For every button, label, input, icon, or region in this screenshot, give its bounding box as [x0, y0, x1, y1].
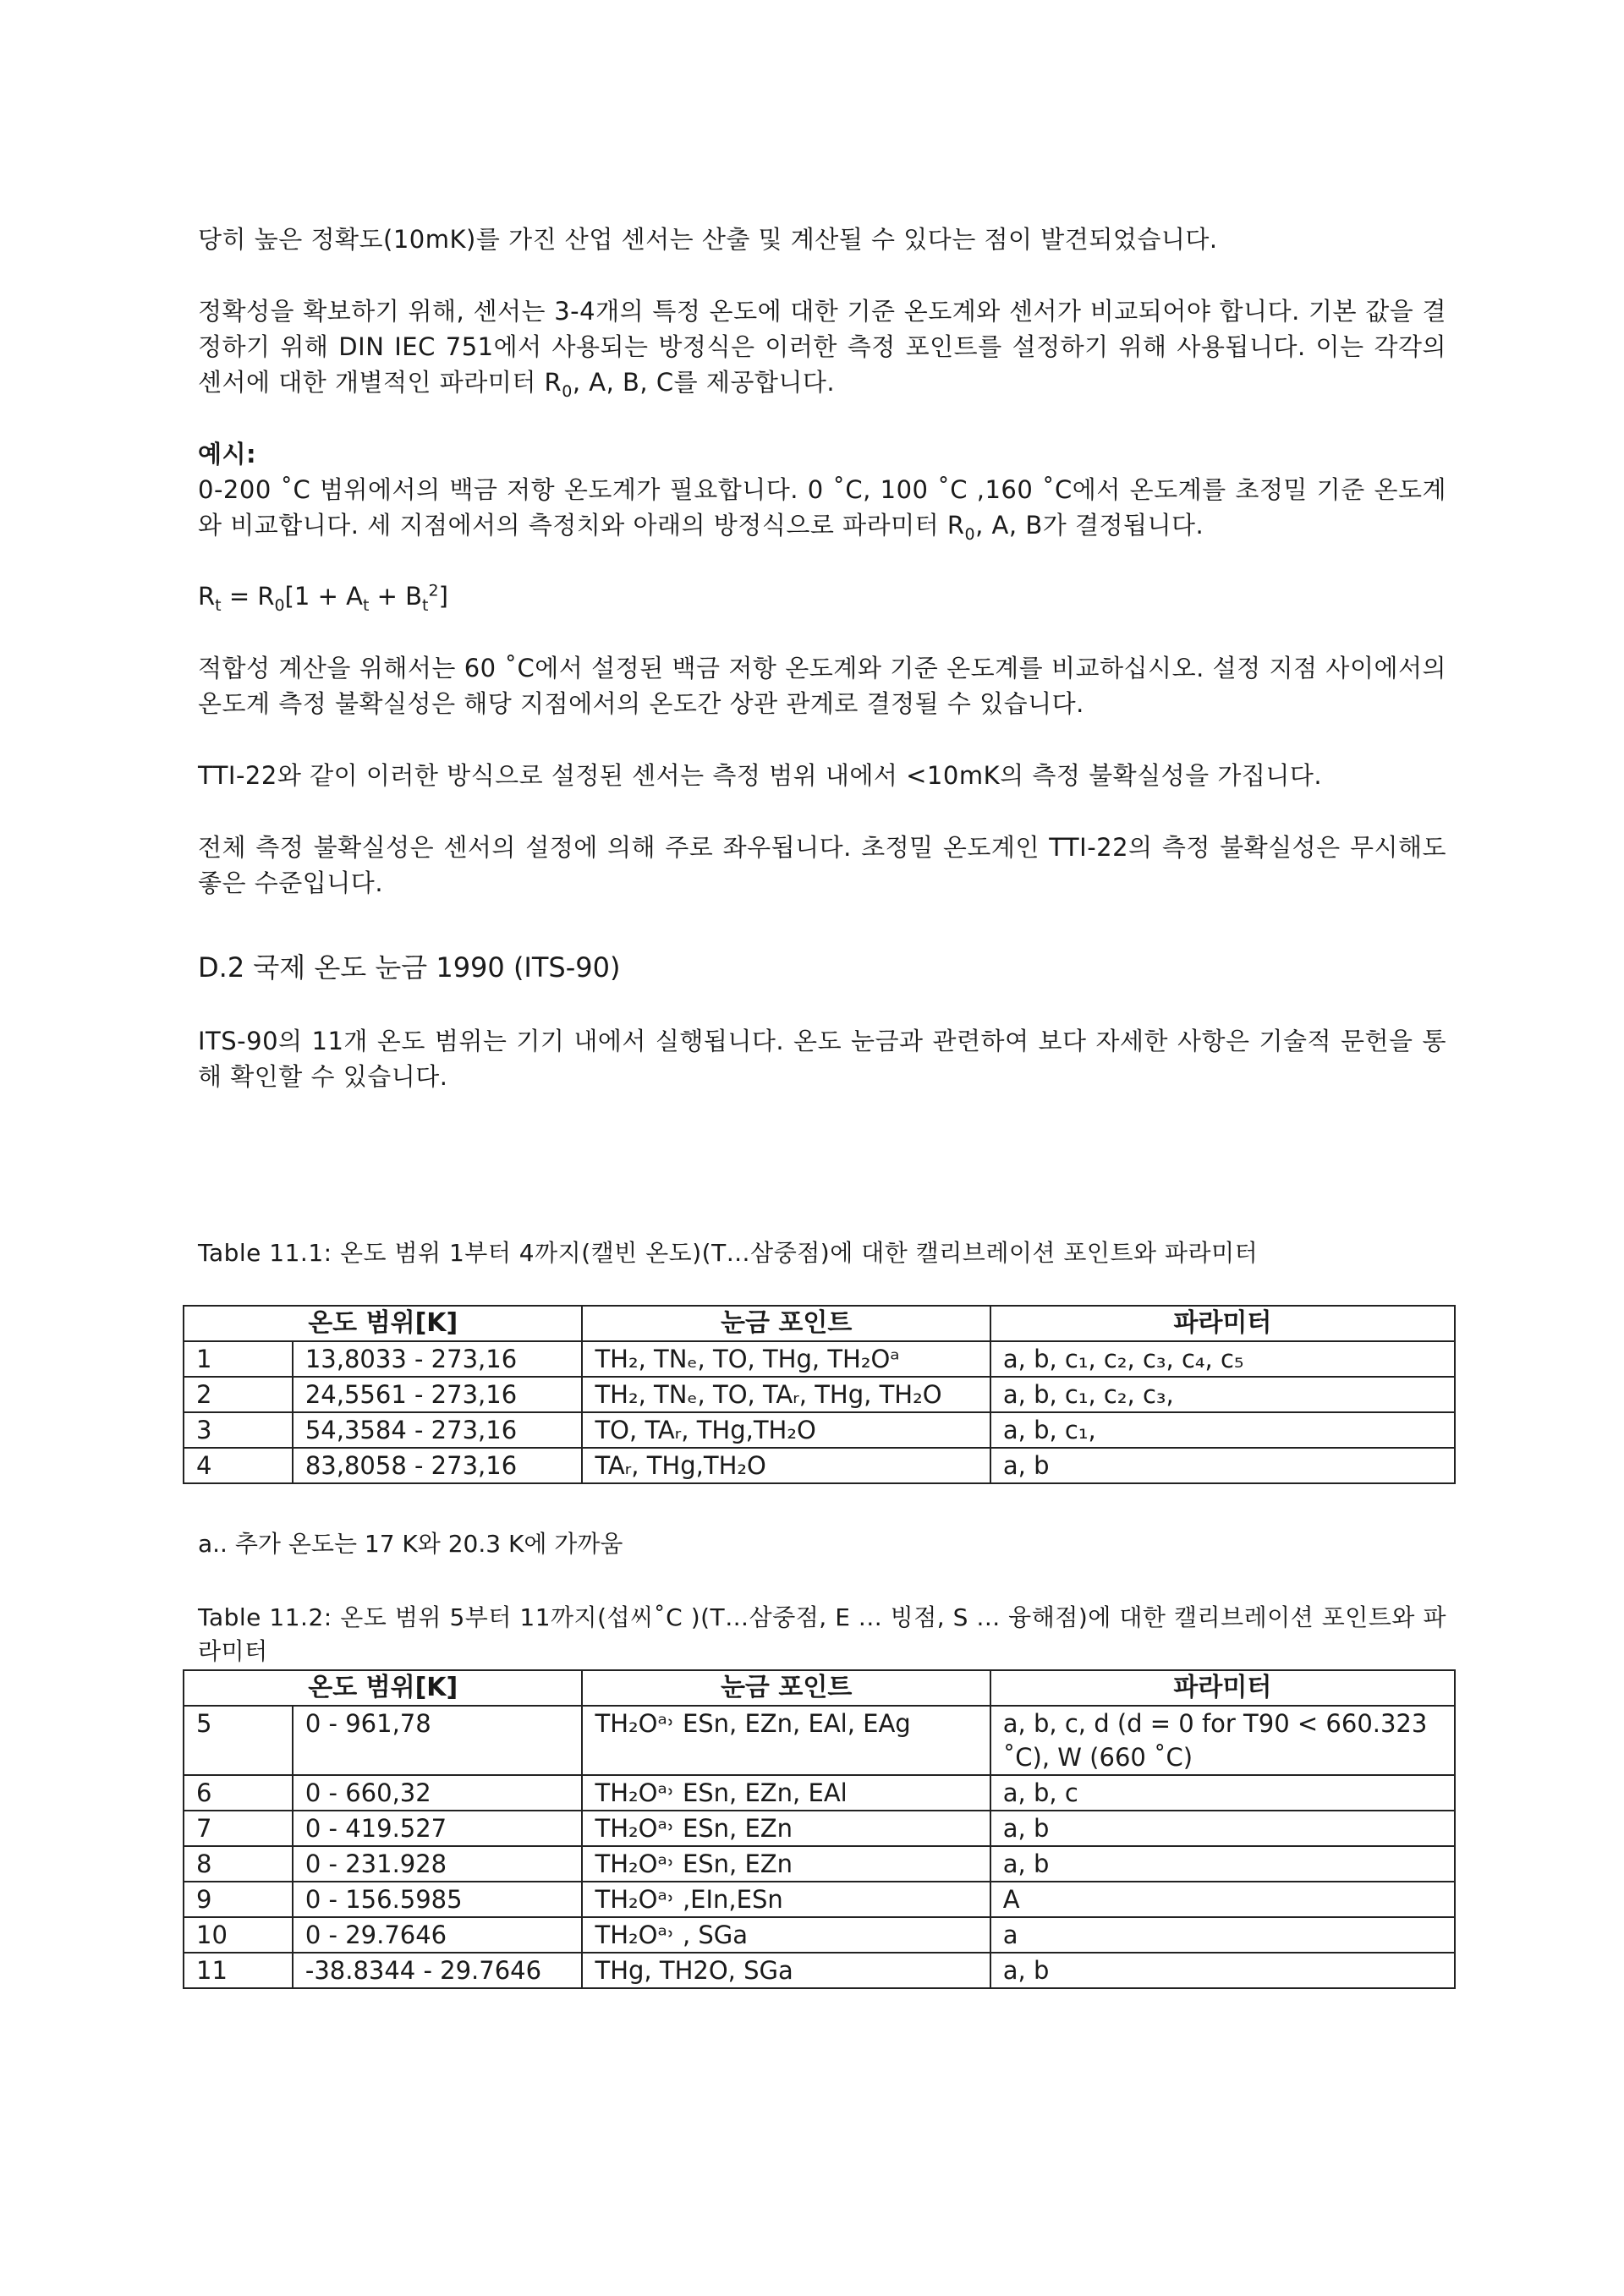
table1-caption: Table 11.1: 온도 범위 1부터 4까지(캘빈 온도)(T…삼중점)에 대한 캘리브레이션 포인트와 파라미터: [198, 1239, 1259, 1267]
paragraph-1: 당히 높은 정확도(10mK)를 가진 산업 센서는 산출 및 계산될 수 있다는 점이 발견되었습니다.: [198, 225, 1218, 254]
section-heading: D.2 국제 온도 눈금 1990 (ITS-90): [198, 951, 621, 984]
table1-footnote: a.. 추가 온도는 17 K와 20.3 K에 가까움: [198, 1530, 623, 1558]
paragraph-3: 0-200 ˚C 범위에서의 백금 저항 온도계가 필요합니다. 0 ˚C, 100 ˚C ,160 ˚C에서 온도계를 초정밀 기준 온도계와 비교합니다. 세 지점에서의 측정치와 아래의 방정식으로 파라미터 $R_0$, A, B가 결정됩니다.: [198, 475, 1446, 544]
table-row: 6 0 - 660,32 TH₂Oᵃ˒ ESn, EZn, EAl a, b, c: [184, 1775, 1455, 1811]
table-row: 9 0 - 156.5985 TH₂Oᵃ˒ ,EIn,ESn A: [184, 1882, 1455, 1917]
table-row: 3 54,3584 - 273,16 TO, TAᵣ, THg,TH₂O a, b, c₁,: [184, 1412, 1455, 1448]
paragraph-5: TTI-22와 같이 이러한 방식으로 설정된 센서는 측정 범위 내에서 <10mK의 측정 불확실성을 가집니다.: [198, 761, 1323, 790]
paragraph-7: ITS-90의 11개 온도 범위는 기기 내에서 실행됩니다. 온도 눈금과 관련하여 보다 자세한 사항은 기술적 문헌을 통해 확인할 수 있습니다.: [198, 1027, 1446, 1091]
table-row: 2 24,5561 - 273,16 TH₂, TNₑ, TO, TAᵣ, THg, TH₂O a, b, c₁, c₂, c₃,: [184, 1377, 1455, 1412]
paragraph-2: 정확성을 확보하기 위해, 센서는 3-4개의 특정 온도에 대한 기준 온도계와 센서가 비교되어야 합니다. 기본 값을 결정하기 위해 DIN IEC 751에서 사용되는 방정식은 이러한 측정 포인트를 설정하기 위해 사용됩니다. 이는 각각의 센서에 대한 개별적인 파라미터 $R_0$, A, B, C를 제공합니다.: [198, 297, 1446, 401]
table-row: 10 0 - 29.7646 TH₂Oᵃ˒ , SGa a: [184, 1917, 1455, 1953]
header-range: 온도 범위[K]: [184, 1670, 582, 1706]
header-points: 눈금 포인트: [582, 1670, 990, 1706]
table-row: 5 0 - 961,78 TH₂Oᵃ˒ ESn, EZn, EAl, EAg a, b, c, d (d = 0 for T90 < 660.323 ˚C), W (660 ˚C): [184, 1706, 1455, 1775]
table-1: [183, 1305, 1456, 1484]
table-row: 11 -38.8344 - 29.7646 THg, TH2O, SGa a, b: [184, 1953, 1455, 1988]
document-body: [198, 222, 1446, 1094]
table-2: [183, 1669, 1456, 1989]
header-range: 온도 범위[K]: [184, 1306, 582, 1341]
paragraph-4: 적합성 계산을 위해서는 60 ˚C에서 설정된 백금 저항 온도계와 기준 온도계를 비교하십시오. 설정 지점 사이에서의 온도계 측정 불확실성은 해당 지점에서의 온도간 상관 관계로 결정될 수 있습니다.: [198, 654, 1446, 718]
header-points: 눈금 포인트: [582, 1306, 990, 1341]
table-row: 4 83,8058 - 273,16 TAᵣ, THg,TH₂O a, b: [184, 1448, 1455, 1483]
table-header-row: [184, 1670, 1455, 1706]
table-row: 8 0 - 231.928 TH₂Oᵃ˒ ESn, EZn a, b: [184, 1846, 1455, 1882]
table-row: 7 0 - 419.527 TH₂Oᵃ˒ ESn, EZn a, b: [184, 1811, 1455, 1846]
table-row: 1 13,8033 - 273,16 TH₂, TNₑ, TO, THg, TH₂Oᵃ a, b, c₁, c₂, c₃, c₄, c₅: [184, 1341, 1455, 1377]
paragraph-6: 전체 측정 불확실성은 센서의 설정에 의해 주로 좌우됩니다. 초정밀 온도계인 TTI-22의 측정 불확실성은 무시해도 좋은 수준입니다.: [198, 833, 1446, 897]
header-params: 파라미터: [990, 1670, 1455, 1706]
example-label: 예시:: [198, 440, 257, 469]
equation: $R_t = R_0[1 + A_t + B_t^2]$: [198, 581, 448, 615]
table-header-row: [184, 1306, 1455, 1341]
header-params: 파라미터: [990, 1306, 1455, 1341]
table2-caption: Table 11.2: 온도 범위 5부터 11까지(섭씨˚C )(T…삼중점, E ... 빙점, S ... 융해점)에 대한 캘리브레이션 포인트와 파라미터: [198, 1603, 1446, 1665]
